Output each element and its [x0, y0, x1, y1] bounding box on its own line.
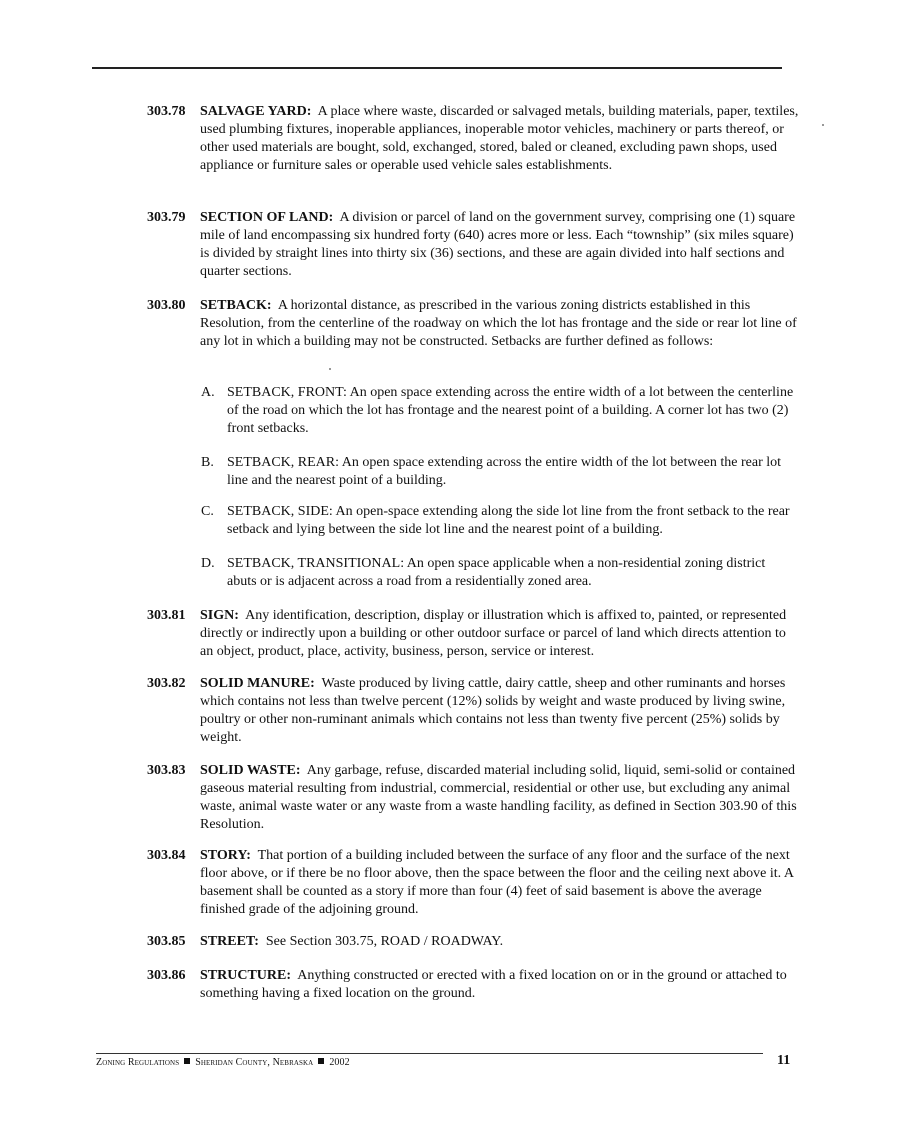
- section-body: [200, 209, 800, 281]
- section-body: [200, 762, 800, 834]
- section-number: 303.84: [147, 848, 186, 863]
- subitem-letter: A.: [201, 385, 215, 400]
- section-text: Any garbage, refuse, discarded material including solid, liquid, semi-solid or contained gaseous material resulting from industrial, commercial, residential or other use, but excluding any animal waste, animal waste water or any waste from a waste handling facility, as defined in Section 303.90 of this Resolution.: [200, 763, 797, 832]
- square-bullet-icon: [184, 1058, 190, 1064]
- header-rule: [92, 67, 782, 69]
- footer: [96, 1056, 350, 1070]
- section-number: 303.78: [147, 104, 186, 119]
- section-term: SALVAGE YARD:: [200, 104, 312, 119]
- footer-county: Sheridan County, Nebraska: [195, 1057, 314, 1068]
- subitem-letter: C.: [201, 504, 214, 519]
- footer-rule: [96, 1053, 763, 1054]
- subitem-letter: D.: [201, 556, 215, 571]
- section-text: That portion of a building included between the surface of any floor and the surface of the next floor above, or if there be no floor above, then the space between the floor and the ceiling next above it. A basement shall be counted as a story if more than four (4) feet of said basement is above the average finished grade of the adjoining ground.: [200, 848, 794, 917]
- section-number: 303.86: [147, 968, 186, 983]
- section-body: [200, 967, 800, 1003]
- section-term: SOLID WASTE:: [200, 763, 301, 778]
- page-number: 11: [777, 1053, 791, 1068]
- scan-speck: [329, 368, 331, 370]
- subitem-text: SETBACK, SIDE: An open-space extending along the side lot line from the front setback to the rear setback and lying between the side lot line and the nearest point of a building.: [227, 504, 790, 537]
- section-body: [200, 607, 800, 661]
- section-term: STREET:: [200, 934, 259, 949]
- scan-speck: [822, 124, 824, 126]
- section-term: STORY:: [200, 848, 251, 863]
- section-term: SIGN:: [200, 608, 239, 623]
- section-text: Any identification, description, display or illustration which is affixed to, painted, or represented directly or indirectly upon a building or other outdoor surface or parcel of land which directs attention to an object, product, place, activity, business, person, service or interest.: [200, 608, 787, 659]
- section-term: SETBACK:: [200, 298, 272, 313]
- subitem-text: SETBACK, REAR: An open space extending across the entire width of the lot between the rear lot line and the nearest point of a building.: [227, 455, 782, 488]
- section-term: SOLID MANURE:: [200, 676, 315, 691]
- section-text: A division or parcel of land on the government survey, comprising one (1) square mile of land encompassing six hundred forty (640) acres more or less. Each “township” (six miles square) is divided by straight lines into thirty six (36) sections, and these are again divided into half sections and quarter sections.: [200, 210, 796, 279]
- section-number: 303.83: [147, 763, 186, 778]
- section-number: 303.80: [147, 298, 186, 313]
- subitem-text: SETBACK, TRANSITIONAL: An open space applicable when a non-residential zoning district abuts or is adjacent across a road from a residentially zoned area.: [227, 556, 766, 589]
- section-body: [200, 847, 800, 919]
- section-text: A horizontal distance, as prescribed in the various zoning districts established in this Resolution, from the centerline of the roadway on which the lot has frontage and the side or rear lot line of any lot in which a building may not be constructed. Setbacks are further defined as follows:: [200, 298, 797, 349]
- section-term: STRUCTURE:: [200, 968, 292, 983]
- section-text: Waste produced by living cattle, dairy cattle, sheep and other ruminants and horses which contains not less than twelve percent (12%) solids by weight and waste produced by living swine, poultry or other non-ruminant animals which contains not less than twenty five percent (25%) solids by weight.: [200, 676, 786, 745]
- section-number: 303.85: [147, 934, 186, 949]
- section-body: [200, 103, 800, 175]
- section-text: Anything constructed or erected with a fixed location on or in the ground or attached to something having a fixed location on the ground.: [200, 968, 787, 1001]
- subitem-text: SETBACK, FRONT: An open space extending across the entire width of a lot between the centerline of the road on which the lot has frontage and the nearest point of a building. A corner lot has two (2) front setbacks.: [227, 385, 794, 436]
- footer-year: 2002: [329, 1057, 350, 1068]
- section-term: SECTION OF LAND:: [200, 210, 334, 225]
- section-body: [200, 933, 800, 951]
- subitem-letter: B.: [201, 455, 214, 470]
- square-bullet-icon: [318, 1058, 324, 1064]
- section-number: 303.82: [147, 676, 186, 691]
- section-number: 303.79: [147, 210, 186, 225]
- section-text: See Section 303.75, ROAD / ROADWAY.: [265, 934, 504, 949]
- section-text: A place where waste, discarded or salvaged metals, building materials, paper, textiles, used plumbing fixtures, inoperable appliances, inoperable motor vehicles, machinery or parts thereof, or other used materials are bought, sold, exchanged, stored, baled or cleaned, excluding pawn shops, used appliance or furniture sales or operable used vehicle sales establishments.: [200, 104, 799, 173]
- section-body: [200, 675, 800, 747]
- section-number: 303.81: [147, 608, 186, 623]
- footer-title: Zoning Regulations: [96, 1057, 180, 1068]
- section-body: [200, 297, 800, 351]
